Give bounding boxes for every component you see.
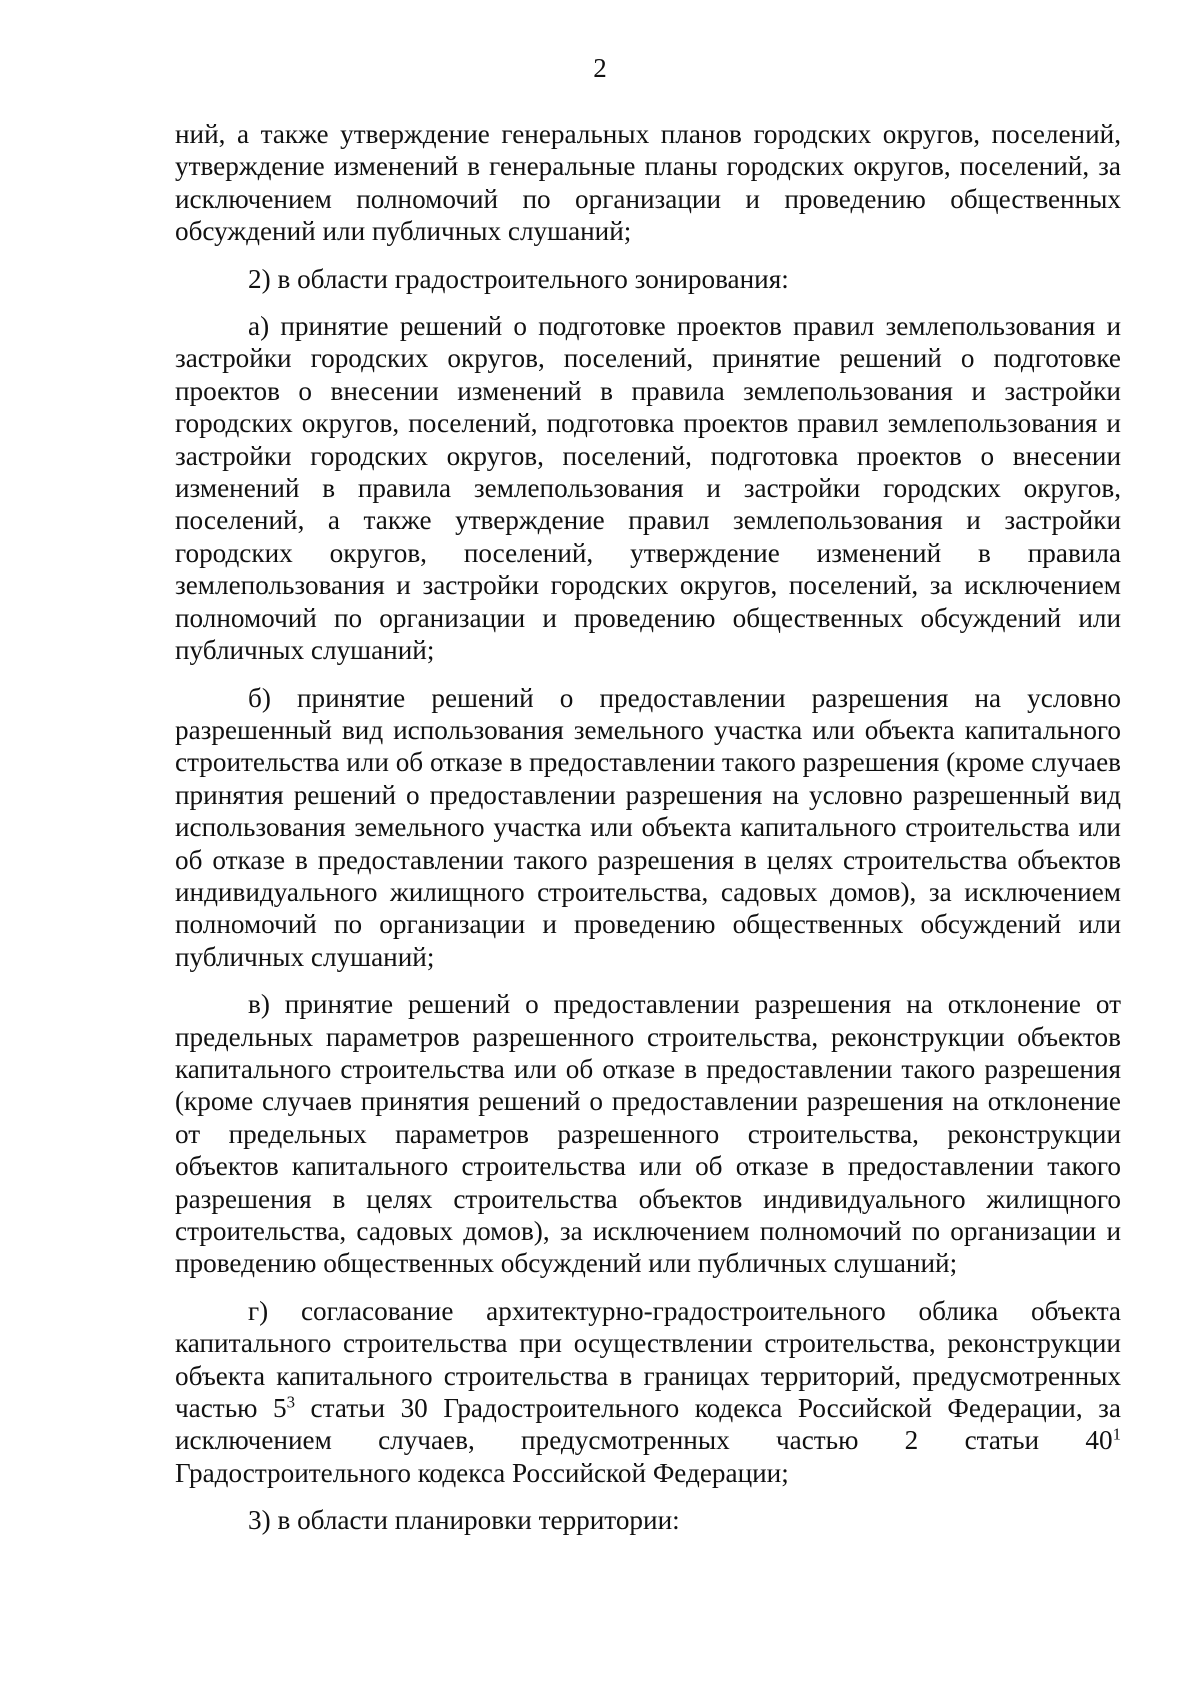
superscript-1: 1: [1112, 1425, 1121, 1445]
superscript-3: 3: [286, 1392, 295, 1412]
paragraph-continuation: ний, а также утверждение генеральных планов городских округов, поселений, утверждение изменений в генеральные планы городских округов, поселений, за исключением полномочий по организации и проведению общественных обсуждений или публичных слушаний;: [175, 119, 1121, 247]
paragraph-item-3: 3) в области планировки территории:: [248, 1505, 680, 1536]
paragraph-subitem-g-part2: статьи 30 Градостроительного кодекса Российской Федерации, за исключением случаев, предусмотренных частью 2 статьи 40: [175, 1393, 1121, 1456]
paragraph-item-2: 2) в области градостроительного зонирования:: [248, 263, 789, 294]
paragraph-subitem-a: а) принятие решений о подготовке проектов правил землепользования и застройки городских округов, поселений, принятие решений о подготовке проектов о внесении изменений в правила землепользования и застройки городских округов, поселений, подготовка проектов правил землепользования и застройки городских округов, поселений, подготовка проектов о внесении изменений в правила землепользования и застройки городских округов, поселений, а также утверждение правил землепользования и застройки городских округов, поселений, утверждение изменений в правила землепользования и застройки городских округов, поселений, за исключением полномочий по организации и проведению общественных обсуждений или публичных слушаний;: [175, 311, 1121, 666]
document-body: [175, 118, 1121, 1552]
paragraph-subitem-b: б) принятие решений о предоставлении разрешения на условно разрешенный вид использования земельного участка или объекта капитального строительства или об отказе в предоставлении такого разрешения (кроме случаев принятия решений о предоставлении разрешения на условно разрешенный вид использования земельного участка или объекта капитального строительства или об отказе в предоставлении такого разрешения в целях строительства объектов индивидуального жилищного строительства, садовых домов), за исключением полномочий по организации и проведению общественных обсуждений или публичных слушаний;: [175, 682, 1121, 972]
page-number: 2: [593, 53, 607, 83]
paragraph-subitem-v: в) принятие решений о предоставлении разрешения на отклонение от предельных параметров разрешенного строительства, реконструкции объектов капитального строительства или об отказе в предоставлении такого разрешения (кроме случаев принятия решений о предоставлении разрешения на отклонение от предельных параметров разрешенного строительства, реконструкции объектов капитального строительства или об отказе в предоставлении такого разрешения в целях строительства объектов индивидуального жилищного строительства, садовых домов), за исключением полномочий по организации и проведению общественных обсуждений или публичных слушаний;: [175, 989, 1121, 1279]
paragraph-subitem-g-part1: г) согласование архитектурно-градостроительного облика объекта капитального строительства при осуществлении строительства, реконструкции объекта капитального строительства в границах территорий, предусмотренных частью 5: [175, 1295, 1121, 1424]
paragraph-subitem-g: [175, 1295, 1121, 1489]
paragraph-subitem-g-part3: Градостроительного кодекса Российской Федерации;: [175, 1457, 789, 1488]
